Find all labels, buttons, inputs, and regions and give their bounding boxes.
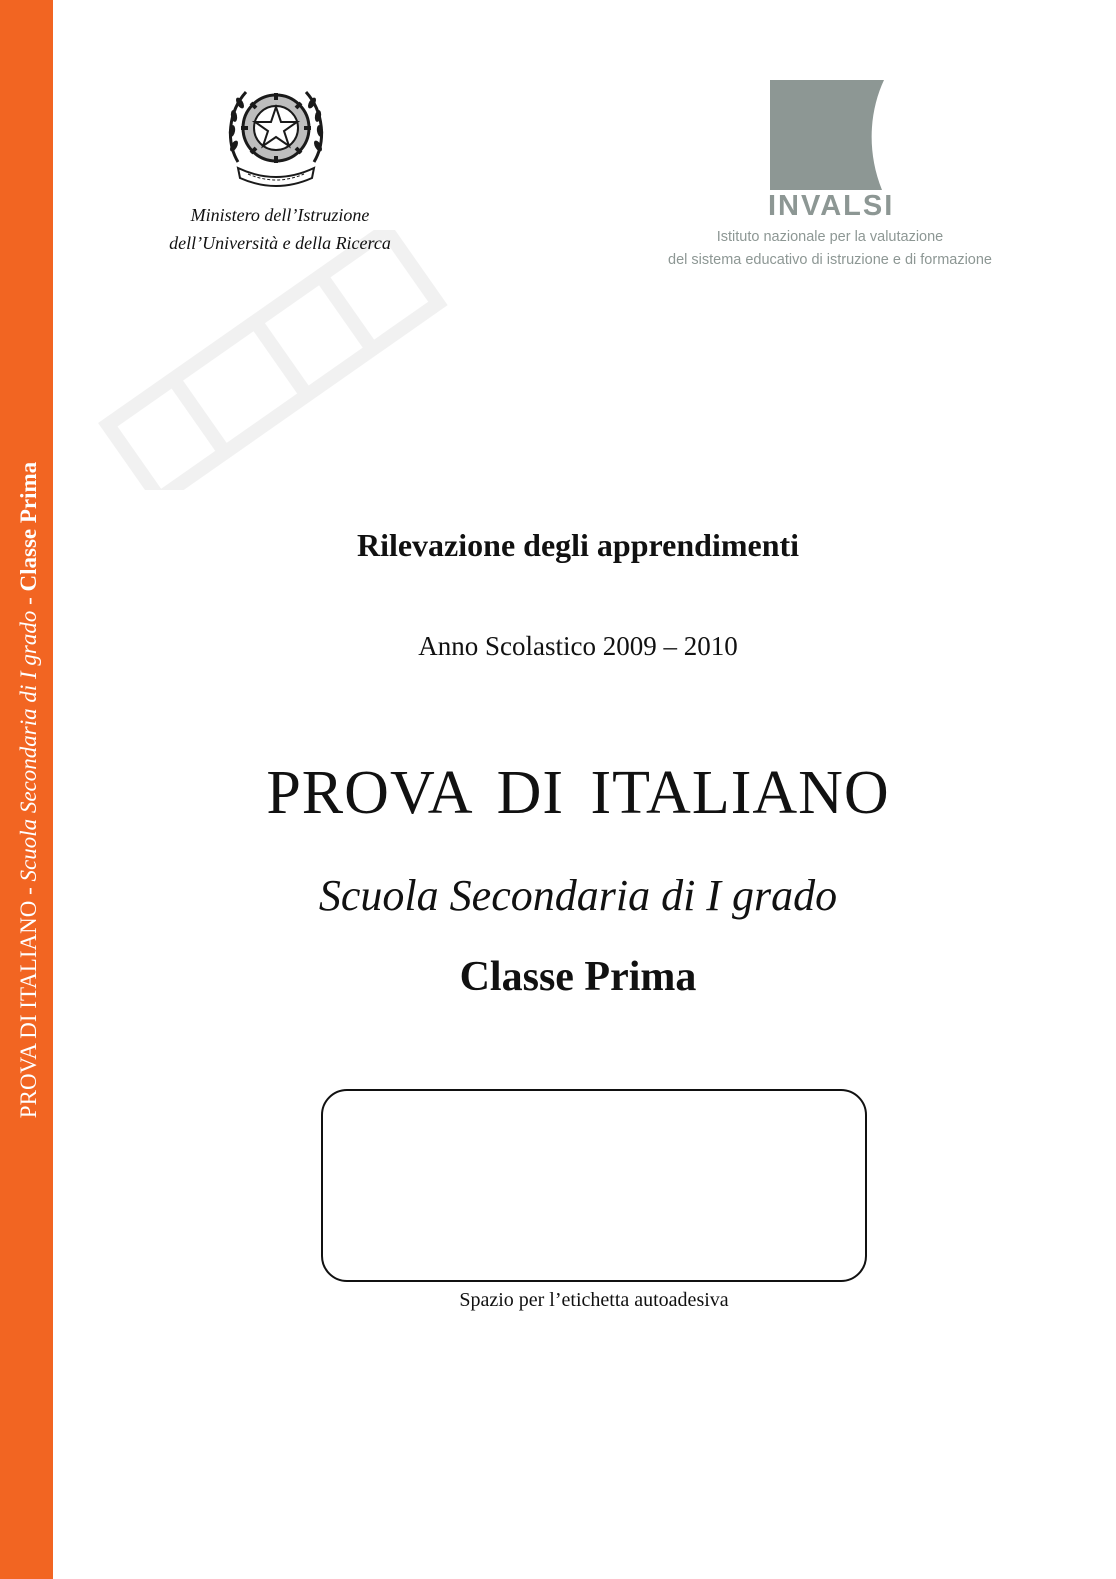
invalsi-logo-icon — [770, 80, 890, 195]
invalsi-name: INVALSI — [768, 190, 895, 222]
side-band-title — [16, 462, 42, 1118]
side-band-part-2: Scuola Secondaria di I grado — [16, 610, 41, 882]
ministry-line-2: dell’Università e della Ricerca — [169, 233, 391, 253]
test-title: PROVA DI ITALIANO — [266, 759, 890, 827]
side-band-part-1: PROVA DI ITALIANO - — [16, 881, 41, 1119]
watermark — [60, 230, 480, 490]
sticker-label-caption: Spazio per l’etichetta autoadesiva — [459, 1289, 729, 1311]
class-level: Classe Prima — [459, 954, 697, 1000]
side-band — [0, 0, 53, 1579]
school-level: Scuola Secondaria di I grado — [318, 871, 838, 920]
side-band-part-4: Classe Prima — [16, 461, 41, 592]
school-year: Anno Scolastico 2009 – 2010 — [418, 631, 738, 661]
ministry-name — [130, 201, 430, 257]
sticker-label-box — [321, 1089, 867, 1282]
italian-republic-emblem-icon — [224, 76, 328, 192]
invalsi-line-1: Istituto nazionale per la valutazione — [716, 229, 944, 245]
ministry-line-1: Ministero dell’Istruzione — [190, 205, 370, 225]
side-band-part-3: - — [16, 591, 41, 611]
survey-title: Rilevazione degli apprendimenti — [356, 527, 800, 563]
invalsi-subtitle — [660, 226, 1000, 272]
invalsi-line-2: del sistema educativo di istruzione e di formazione — [668, 252, 992, 268]
